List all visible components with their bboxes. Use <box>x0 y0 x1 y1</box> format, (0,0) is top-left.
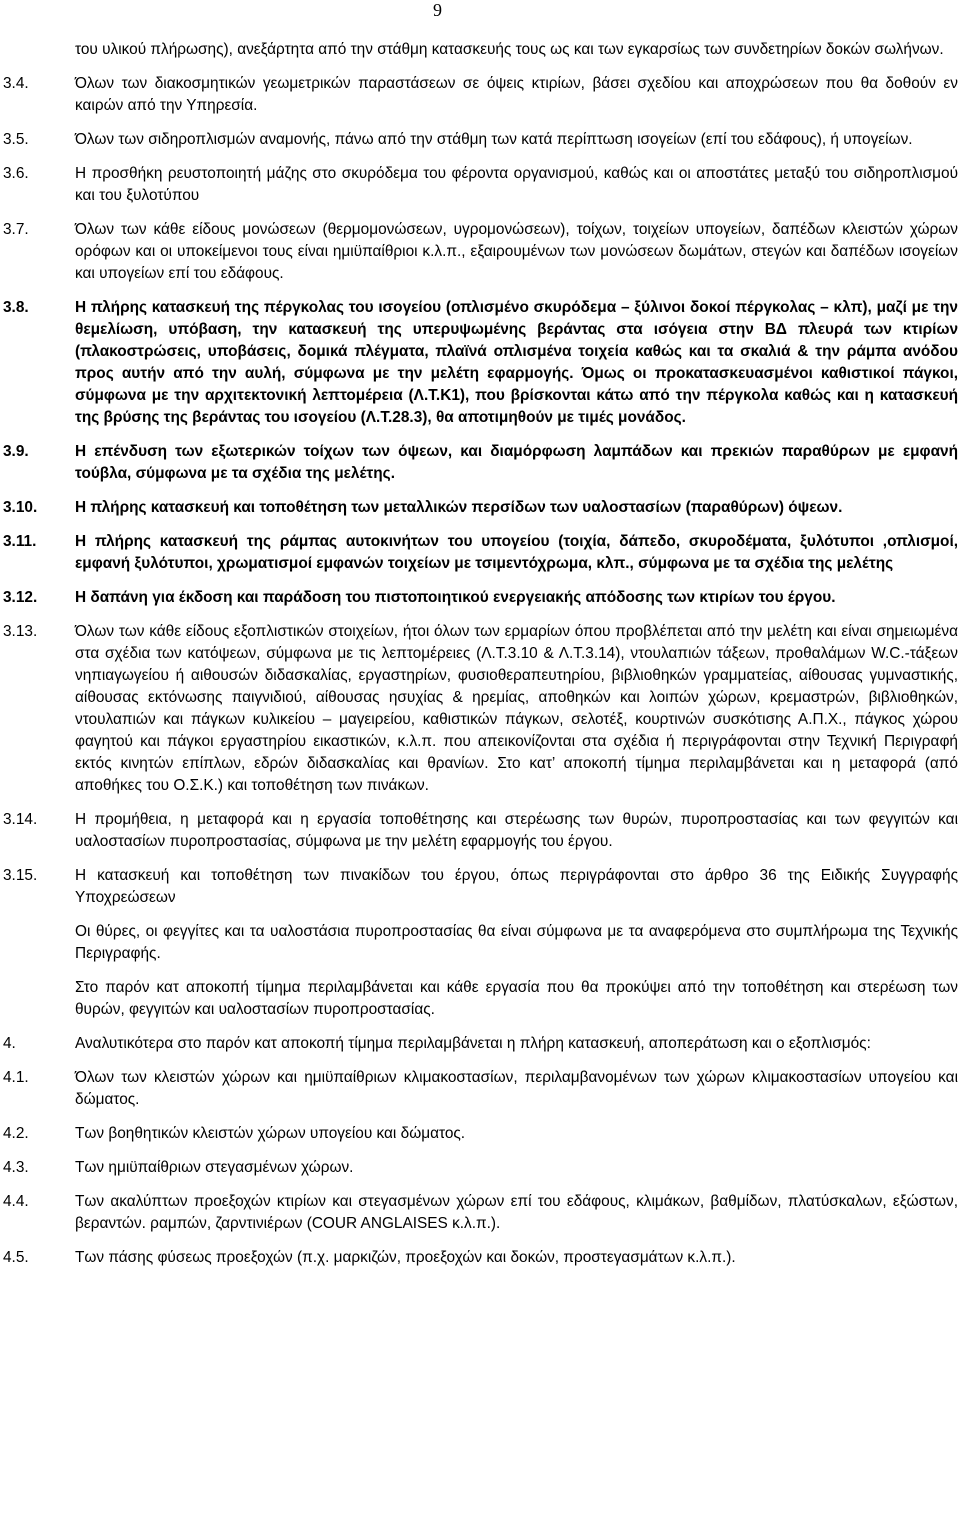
item-number: 4.1. <box>3 1069 29 1086</box>
item-number: 3.11. <box>3 533 37 550</box>
item-text: Αναλυτικότερα στο παρόν κατ αποκοπή τίμημα περιλαμβάνεται η πλήρη κατασκευή, αποπεράτωση και ο εξοπλισμός: <box>75 1035 871 1052</box>
list-item <box>3 587 958 609</box>
item-number: 3.13. <box>3 623 38 640</box>
item-number: 3.5. <box>3 131 29 148</box>
item-text: Η κατασκευή και τοποθέτηση των πινακίδων του έργου, όπως περιγράφονται στο άρθρο 36 της Ειδικής Συγγραφής Υποχρεώσεων <box>75 867 958 906</box>
list-item <box>3 219 958 285</box>
list-item <box>3 129 958 151</box>
page-number: 9 <box>433 0 442 20</box>
list-item <box>3 809 958 853</box>
item-text: Η προσθήκη ρευστοποιητή μάζης στο σκυρόδεμα του φέροντα οργανισμού, καθώς και οι αποστάτες μεταξύ του σιδηροπλισμού και του ξυλοτύπου <box>75 165 958 204</box>
list-item <box>3 497 958 519</box>
item-text: Όλων των κάθε είδους εξοπλιστικών στοιχείων, ήτοι όλων των ερμαρίων όπου προβλέπεται από την μελέτη και είναι σημειωμένα στα σχέδια των κατόψεων, σύμφωνα με τις λεπτομέρειες (Λ.Τ.3.10 & Λ.Τ.3.14), ντουλαπιών τάξεων, προθαλάμων W.C.-τάξεων νηπιαγωγείου ή αιθουσών διδασκαλίας, εργαστηρίων, φυσιοθεραπευτηρίου, βιβλιοθηκών γραμματείας, αίθουσας γυμναστικής, αίθουσας εκτόνωσης παιγνιδιού, αίθουσας ησυχίας & ηρεμίας, αποθηκών και λοιπών χώρων, κρεμαστρών, βιβλιοθηκών, ντουλαπιών και πάγκων κυλικείου – μαγειρείου, καθιστικών πάγκων, σελοτέξ, κουρτινών συσκότισης Α.Π.Χ., πάγκος χώρου φαγητού και πάγκοι εργαστηρίου εικαστικών, κ.λ.π. που απεικονίζονται στα σχέδια ή περιγράφονται στην Τεχνική Περιγραφή εκτός κινητών επίπλων, εδρών διδασκαλίας και θρανίων. Στο κατ’ αποκοπή τίμημα περιλαμβάνεται και η μεταφορά (από αποθήκες του Ο.Σ.Κ.) και τοποθέτηση των πινάκων. <box>75 623 958 794</box>
document-body <box>3 39 958 1281</box>
item-text: του υλικού πλήρωσης), ανεξάρτητα από την στάθμη κατασκευής τους ως και των εγκαρσίως των συνδετηρίων δοκών σωλήνων. <box>75 41 944 58</box>
list-item <box>3 1191 958 1235</box>
list-item <box>3 921 958 965</box>
list-item <box>3 441 958 485</box>
list-item <box>3 1247 958 1269</box>
item-text: Όλων των σιδηροπλισμών αναμονής, πάνω από την στάθμη των κατά περίπτωση ισογείων (επί του εδάφους), ή υπογείων. <box>75 131 913 148</box>
item-number: 3.14. <box>3 811 38 828</box>
item-number: 3.7. <box>3 221 29 238</box>
item-text: Των πάσης φύσεως προεξοχών (π.χ. μαρκιζών, προεξοχών και δοκών, προστεγασμάτων κ.λ.π.). <box>75 1249 736 1266</box>
item-text: Η πλήρης κατασκευή και τοποθέτηση των μεταλλικών περσίδων των υαλοστασίων (παραθύρων) όψεων. <box>75 499 843 516</box>
item-text: Η πλήρης κατασκευή της ράμπας αυτοκινήτων του υπογείου (τοιχία, δάπεδο, σκυροδέματα, ξυλότυποι ,οπλισμοί, εμφανή ξυλότυποι, χρωματισμοί εμφανών τοιχείων με τσιμεντόχρωμα, κλπ., σύμφωνα με τα σχέδια της μελέτης <box>75 533 958 572</box>
item-number: 3.10. <box>3 499 38 516</box>
item-text: Όλων των διακοσμητικών γεωμετρικών παραστάσεων σε όψεις κτιρίων, βάσει σχεδίου και αποχρώσεων που θα δοθούν εν καιρών από την Υπηρεσία. <box>75 75 958 114</box>
item-text: Η δαπάνη για έκδοση και παράδοση του πιστοποιητικού ενεργειακής απόδοσης των κτιρίων του έργου. <box>75 589 836 606</box>
item-text: Όλων των κάθε είδους μονώσεων (θερμομονώσεων, υγρομονώσεων), τοίχων, τοιχείων υπογείων, δαπέδων κλειστών χώρων ορόφων και οι υποκείμενοι τους είναι ημιϋπαίθριοι κ.λ.π., εξαιρουμένων των μονώσεων δωμάτων, στεγών και δαπέδων ισογείων και υπογείων επί του εδάφους. <box>75 221 958 282</box>
item-text: Στο παρόν κατ αποκοπή τίμημα περιλαμβάνεται και κάθε εργασία που θα προκύψει από την τοποθέτηση και στερέωση των θυρών, φεγγιτών και υαλοστασίων πυροπροστασίας. <box>75 979 958 1018</box>
item-number: 4.5. <box>3 1249 29 1266</box>
list-item <box>3 73 958 117</box>
list-item <box>3 1123 958 1145</box>
item-text: Όλων των κλειστών χώρων και ημιϋπαίθριων κλιμακοστασίων, περιλαμβανομένων των χώρων κλιμακοστασίων υπογείου και δώματος. <box>75 1069 958 1108</box>
list-item <box>3 163 958 207</box>
item-number: 4.4. <box>3 1193 29 1210</box>
item-number: 3.8. <box>3 299 29 316</box>
list-item <box>3 1033 958 1055</box>
item-text: Των ημιϋπαίθριων στεγασμένων χώρων. <box>75 1159 354 1176</box>
list-item <box>3 297 958 429</box>
item-number: 3.12. <box>3 589 38 606</box>
item-text: Η προμήθεια, η μεταφορά και η εργασία τοποθέτησης και στερέωσης των θυρών, πυροπροστασίας και των φεγγιτών και υαλοστασίων πυροπροστασίας, σύμφωνα με την μελέτη εφαρμογής του έργου. <box>75 811 958 850</box>
list-item <box>3 1067 958 1111</box>
item-number: 4. <box>3 1035 16 1052</box>
item-number: 4.2. <box>3 1125 29 1142</box>
item-text: Των βοηθητικών κλειστών χώρων υπογείου και δώματος. <box>75 1125 466 1142</box>
list-item <box>3 531 958 575</box>
item-number: 3.15. <box>3 867 38 884</box>
item-text: Η επένδυση των εξωτερικών τοίχων των όψεων, και διαμόρφωση λαμπάδων και πρεκιών παραθύρων με εμφανή τούβλα, σύμφωνα με τα σχέδια της μελέτης. <box>75 443 958 482</box>
item-number: 4.3. <box>3 1159 29 1176</box>
list-item <box>3 39 958 61</box>
item-text: Των ακαλύπτων προεξοχών κτιρίων και στεγασμένων χώρων επί του εδάφους, κλιμάκων, βαθμίδων, πλατύσκαλων, εξώστων, βεραντών. ραμπών, ζαρντινιέρων (COUR ANGLAISES κ.λ.π.). <box>75 1193 958 1232</box>
list-item <box>3 865 958 909</box>
item-number: 3.9. <box>3 443 29 460</box>
list-item <box>3 621 958 797</box>
item-text: Η πλήρης κατασκευή της πέργκολας του ισογείου (οπλισμένο σκυρόδεμα – ξύλινοι δοκοί πέργκολας – κλπ), μαζί με την θεμελίωση, υπόβαση, την κατασκευή της υπερυψωμένης βεράντας στα ισόγεια στην ΒΔ πλευρά των κτιρίων (πλακοστρώσεις, υποβάσεις, δομικά πλέγματα, πλαϊνά οπλισμένα τοιχεία καθώς και τα σκαλιά & την ράμπα ανόδου προς αυτήν από την αυλή, σύμφωνα με την μελέτη εφαρμογής. Όμως οι προκατασκευασμένοι καθιστικοί πάγκοι, σύμφωνα με την αρχιτεκτονική λεπτομέρεια (Λ.Τ.Κ1), που βρίσκονται κάτω από την πέργκολα καθώς και η κατασκευή της βρύσης της βεράντας του ισογείου (Λ.Τ.28.3), θα αποτιμηθούν με τιμές μονάδος. <box>75 299 958 426</box>
item-text: Οι θύρες, οι φεγγίτες και τα υαλοστάσια πυροπροστασίας θα είναι σύμφωνα με τα αναφερόμενα στο συμπλήρωμα της Τεχνικής Περιγραφής. <box>75 923 958 962</box>
list-item <box>3 977 958 1021</box>
list-item <box>3 1157 958 1179</box>
item-number: 3.6. <box>3 165 29 182</box>
item-number: 3.4. <box>3 75 29 92</box>
